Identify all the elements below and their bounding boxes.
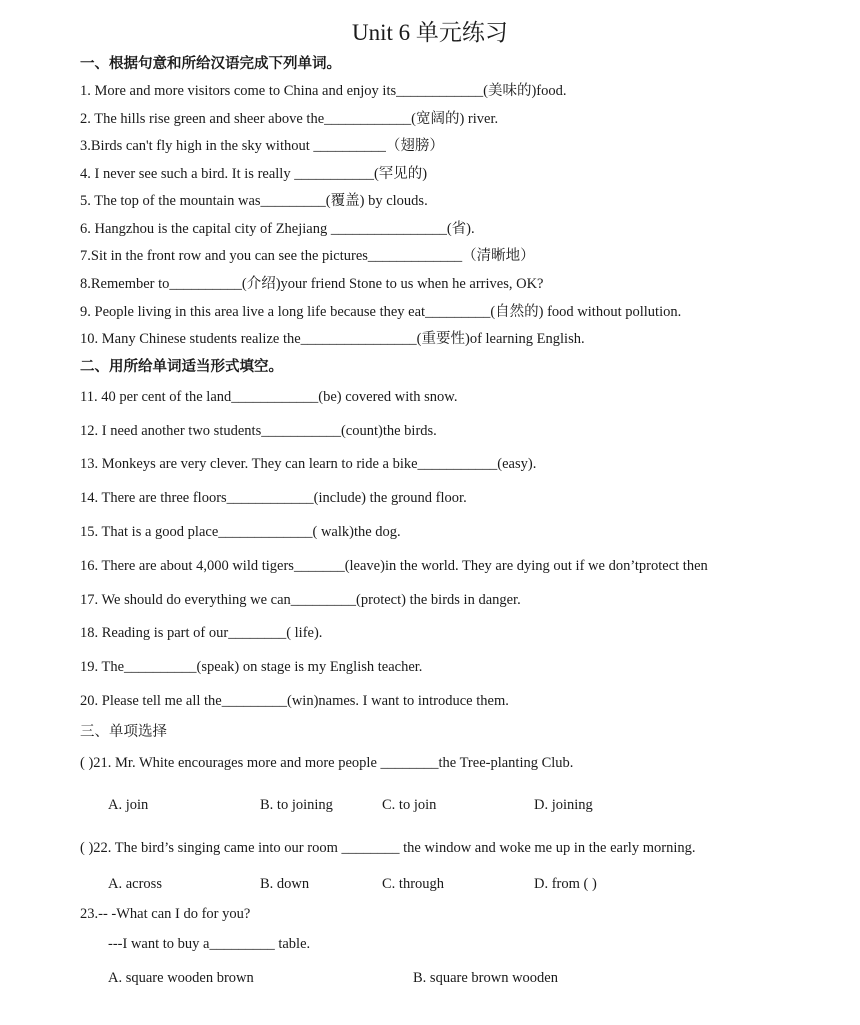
question-item: 15. That is a good place_____________( walk)the dog. bbox=[80, 524, 401, 540]
section-heading-2: 二、用所给单词适当形式填空。 bbox=[80, 359, 283, 375]
option-a-23: A. square wooden brown bbox=[108, 970, 254, 986]
question-item: 9. People living in this area live a long life because they eat_________(自然的) food without pollution. bbox=[80, 304, 682, 320]
question-item: 7.Sit in the front row and you can see the pictures_____________（清晰地） bbox=[80, 248, 535, 264]
section-heading-3: 三、单项选择 bbox=[80, 724, 167, 740]
option-c-21: C. to join bbox=[382, 797, 437, 813]
question-item: 11. 40 per cent of the land____________(be) covered with snow. bbox=[80, 389, 458, 405]
option-c-22: C. through bbox=[382, 876, 445, 892]
question-item: 8.Remember to__________(介绍)your friend Stone to us when he arrives, OK? bbox=[80, 276, 544, 292]
question-item: 13. Monkeys are very clever. They can learn to ride a bike___________(easy). bbox=[80, 456, 537, 472]
question-item: 3.Birds can't fly high in the sky without __________（翅膀） bbox=[80, 138, 444, 154]
question-item: 1. More and more visitors come to China and enjoy its____________(美味的)food. bbox=[80, 83, 567, 99]
question-item: 5. The top of the mountain was_________(覆盖) by clouds. bbox=[80, 193, 428, 209]
question-item: 16. There are about 4,000 wild tigers_______(leave)in the world. They are dying out if we don’tprotect then bbox=[80, 558, 708, 574]
question-item: 14. There are three floors____________(include) the ground floor. bbox=[80, 490, 467, 506]
question-item: 20. Please tell me all the_________(win)names. I want to introduce them. bbox=[80, 693, 509, 709]
question-item: 18. Reading is part of our________( life). bbox=[80, 625, 323, 641]
section-heading-1: 一、根据句意和所给汉语完成下列单词。 bbox=[80, 56, 341, 72]
question-item: 4. I never see such a bird. It is really ___________(罕见的) bbox=[80, 166, 428, 182]
page-title: Unit 6 单元练习 bbox=[352, 20, 508, 45]
question-line-23: ---I want to buy a_________ table. bbox=[108, 936, 311, 952]
option-b-21: B. to joining bbox=[260, 797, 333, 813]
option-a-21: A. join bbox=[108, 797, 149, 813]
question-stem-22: ( )22. The bird’s singing came into our room ________ the window and woke me up in the early morning. bbox=[80, 840, 696, 856]
question-item: 6. Hangzhou is the capital city of Zhejiang ________________(省). bbox=[80, 221, 475, 237]
question-item: 17. We should do everything we can_________(protect) the birds in danger. bbox=[80, 592, 521, 608]
question-item: 10. Many Chinese students realize the________________(重要性)of learning English. bbox=[80, 331, 585, 347]
question-stem-21: ( )21. Mr. White encourages more and more people ________the Tree-planting Club. bbox=[80, 755, 574, 771]
option-b-22: B. down bbox=[260, 876, 310, 892]
option-a-22: A. across bbox=[108, 876, 162, 892]
option-d-21: D. joining bbox=[534, 797, 593, 813]
question-item: 2. The hills rise green and sheer above the____________(宽阔的) river. bbox=[80, 111, 499, 127]
option-b-23: B. square brown wooden bbox=[413, 970, 558, 986]
option-d-22: D. from ( ) bbox=[534, 876, 597, 892]
question-stem-23: 23.-- -What can I do for you? bbox=[80, 906, 251, 922]
question-item: 12. I need another two students___________(count)the birds. bbox=[80, 423, 437, 439]
question-item: 19. The__________(speak) on stage is my English teacher. bbox=[80, 659, 423, 675]
